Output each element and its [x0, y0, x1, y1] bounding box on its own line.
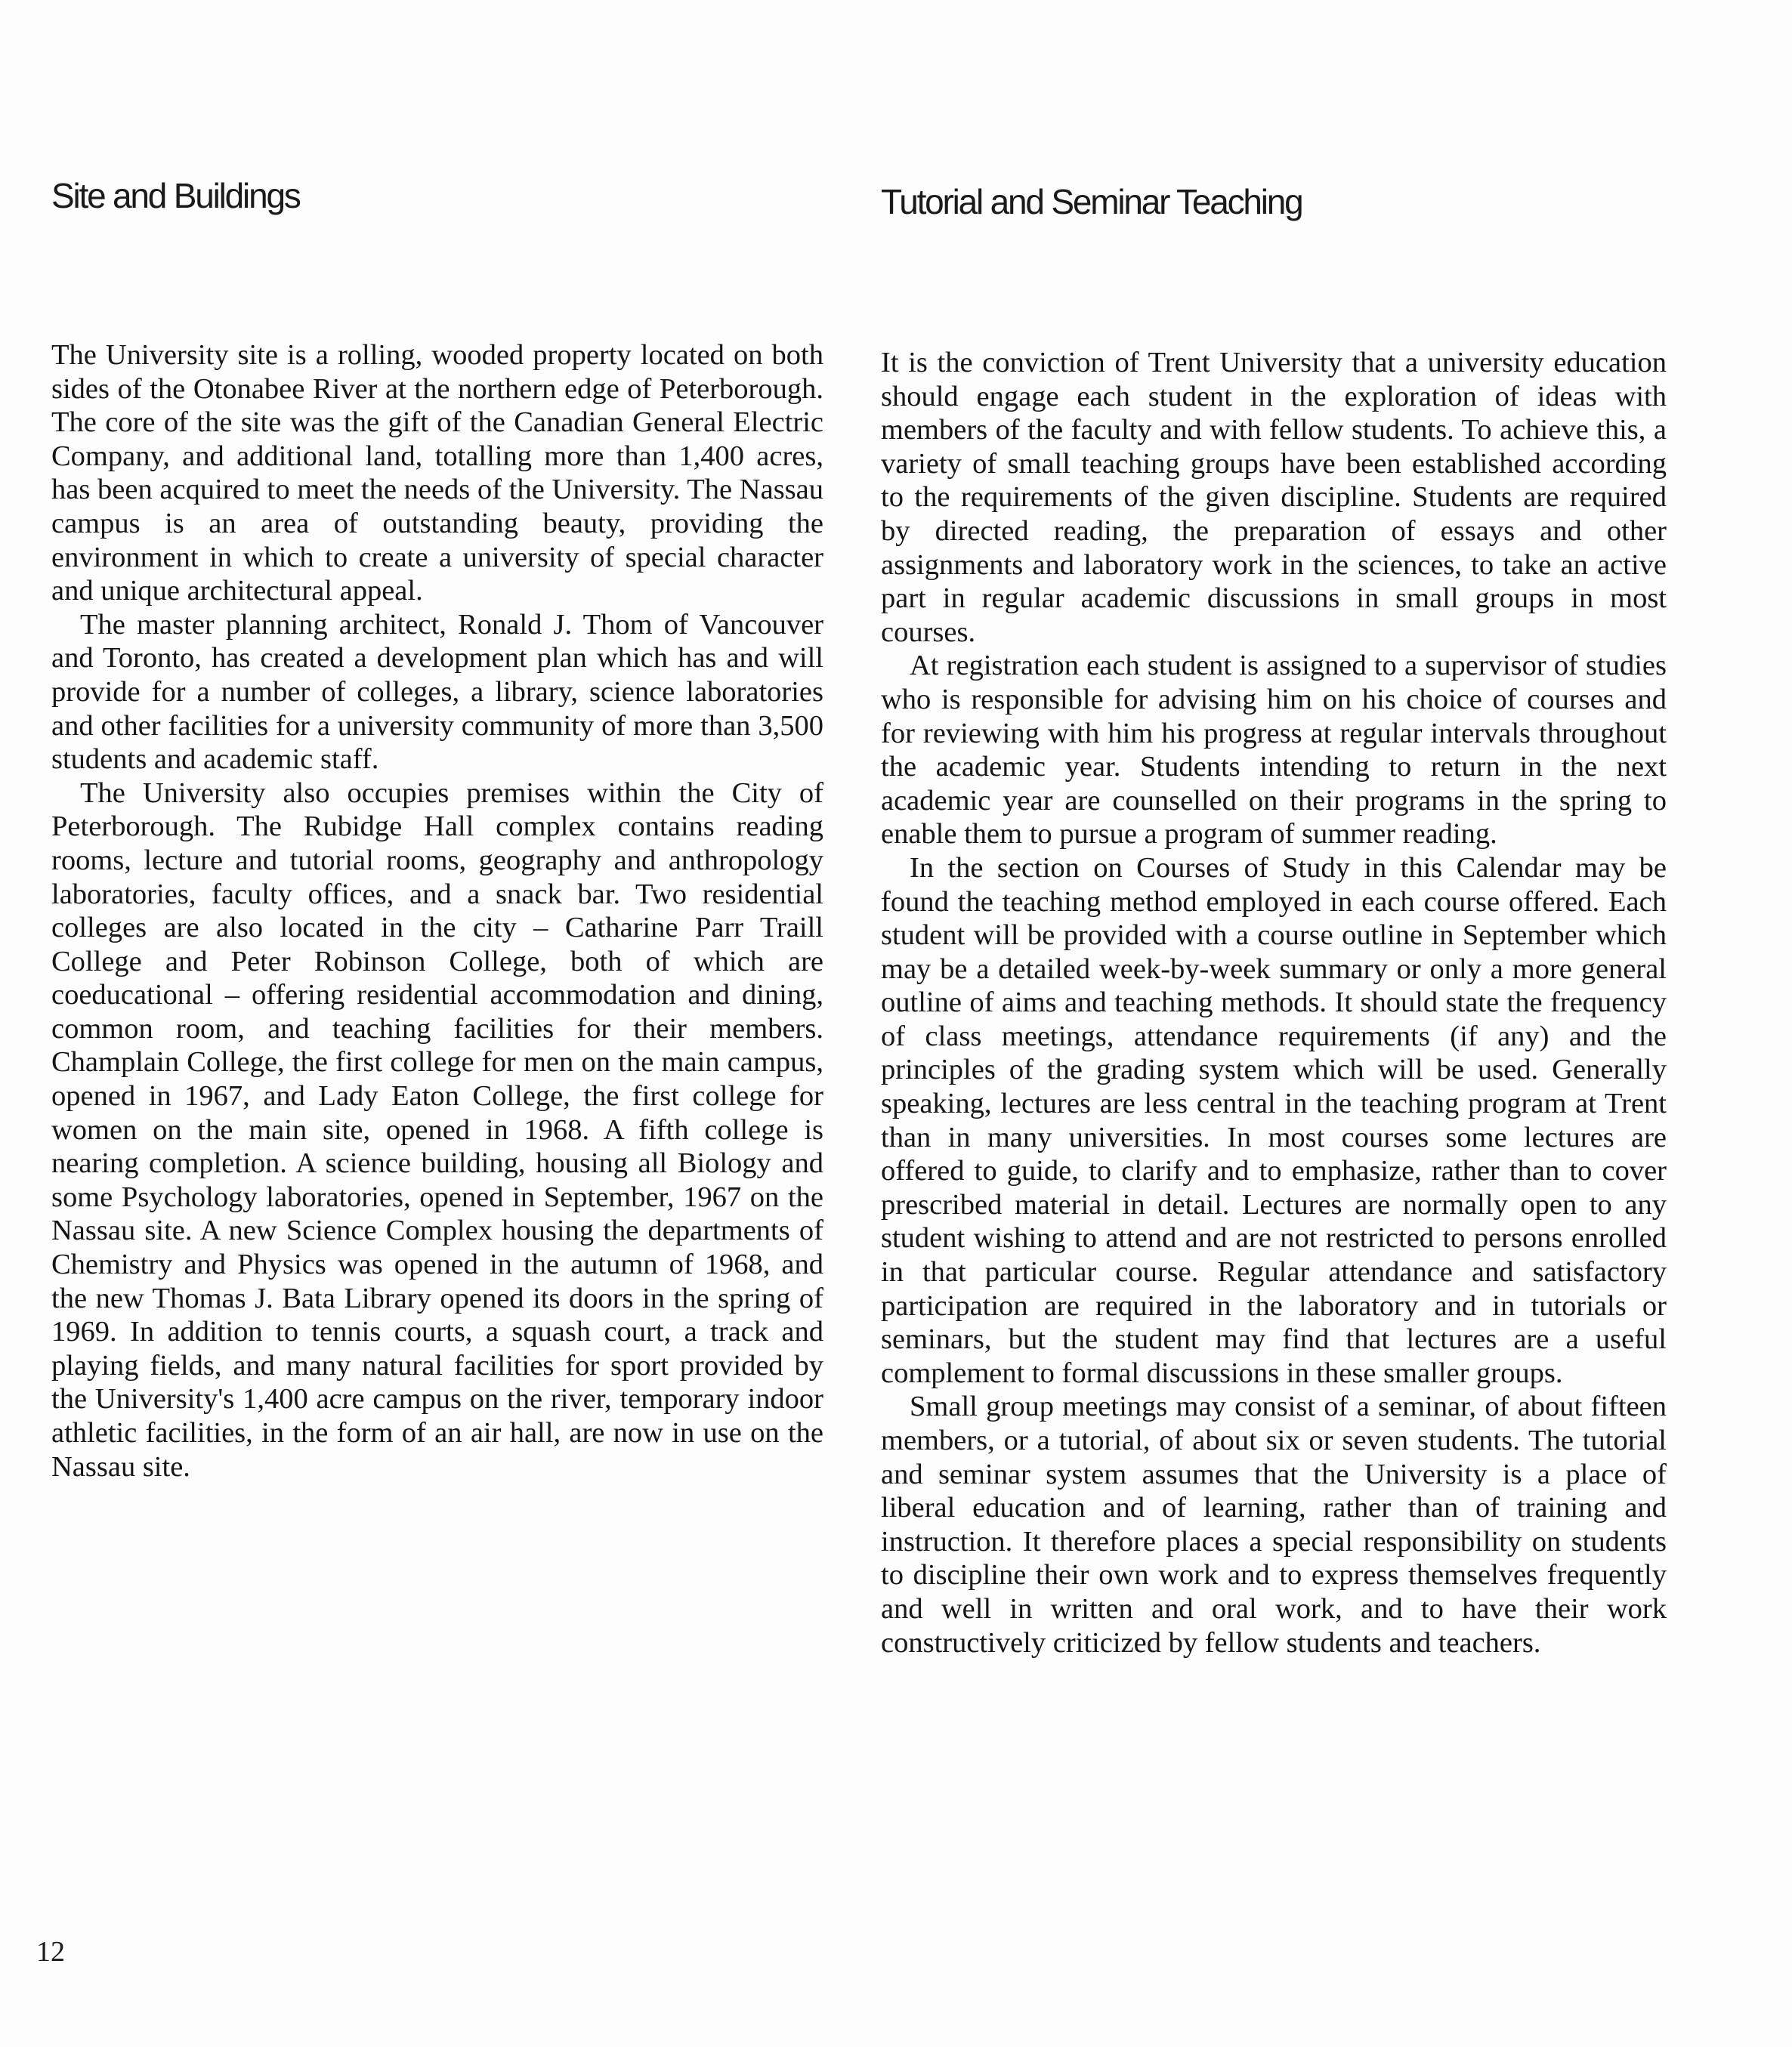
site-paragraph-2: The master planning architect, Ronald J. Thom of Vancouver and Toronto, has created a development plan which has and will provide for a number of colleges, a library, science laboratories and other facilities for a university community of more than 3,500 students and academic staff.: [51, 608, 823, 776]
tutorial-paragraph-4: Small group meetings may consist of a seminar, of about fifteen members, or a tutorial, of about six or seven students. The tutorial and seminar system assumes that the University is a place of liberal education and of learning, rather than of training and instruction. It therefore places a special responsibility on students to discipline their own work and to express themselves frequently and well in written and oral work, and to have their work constructively criticized by fellow students and teachers.: [881, 1391, 1667, 1659]
tutorial-and-seminar-body: [881, 346, 1667, 1660]
tutorial-paragraph-3: In the section on Courses of Study in this Calendar may be found the teaching method employed in each course offered. Each student will be provided with a course outline in September which may be a detailed week-by-week summary or only a more general outline of aims and teaching methods. It should state the frequency of class meetings, attendance requirements (if any) and the principles of the grading system which will be used. Generally speaking, lectures are less central in the teaching program at Trent than in many universities. In most courses some lectures are offered to guide, to clarify and to emphasize, rather than to cover prescribed material in detail. Lectures are normally open to any student wishing to attend and are not restricted to persons enrolled in that particular course. Regular attendance and satisfactory participation are required in the laboratory and in tutorials or seminars, but the student may find that lectures are a useful complement to formal discussions in these smaller groups.: [881, 851, 1667, 1389]
tutorial-paragraph-2: At registration each student is assigned to a supervisor of studies who is responsible for advising him on his choice of courses and for reviewing with him his progress at regular intervals throughout the academic year. Students intending to return in the next academic year are counselled on their programs in the spring to enable them to pursue a program of summer reading.: [881, 650, 1667, 851]
site-and-buildings-heading: Site and Buildings: [51, 176, 300, 215]
site-paragraph-3: The University also occupies premises within the City of Peterborough. The Rubidge Hall complex contains reading rooms, lecture and tutorial rooms, geography and anthropology laboratories, faculty offices, and a snack bar. Two residential colleges are also located in the city – Catharine Parr Traill College and Peter Robinson College, both of which are coeducational – offering residential accommodation and dining, common room, and teaching facilities for their members. Champlain College, the first college for men on the main campus, opened in 1967, and Lady Eaton College, the first college for women on the main site, opened in 1968. A fifth college is nearing completion. A science building, housing all Biology and some Psychology laboratories, opened in September, 1967 on the Nassau site. A new Science Complex housing the departments of Chemistry and Physics was opened in the autumn of 1968, and the new Thomas J. Bata Library opened its doors in the spring of 1969. In addition to tennis courts, a squash court, a track and playing fields, and many natural facilities for sport provided by the University's 1,400 acre campus on the river, temporary indoor athletic facilities, in the form of an air hall, are now in use on the Nassau site.: [51, 777, 823, 1483]
tutorial-paragraph-1: It is the conviction of Trent University that a university education should engage each student in the exploration of ideas with members of the faculty and with fellow students. To achieve this, a variety of small teaching groups have been established according to the requirements of the given discipline. Students are required by directed reading, the preparation of essays and other assignments and laboratory work in the sciences, to take an active part in regular academic discussions in small groups in most courses.: [881, 347, 1667, 648]
site-paragraph-1: The University site is a rolling, wooded property located on both sides of the Otonabee River at the northern edge of Peterborough. The core of the site was the gift of the Canadian General Electric Company, and additional land, totalling more than 1,400 acres, has been acquired to meet the needs of the University. The Nassau campus is an area of outstanding beauty, providing the environment in which to create a university of special character and unique architectural appeal.: [51, 339, 823, 607]
page-number: 12: [36, 1936, 65, 1968]
tutorial-and-seminar-heading: Tutorial and Seminar Teaching: [881, 182, 1302, 221]
site-and-buildings-body: [51, 338, 823, 1484]
